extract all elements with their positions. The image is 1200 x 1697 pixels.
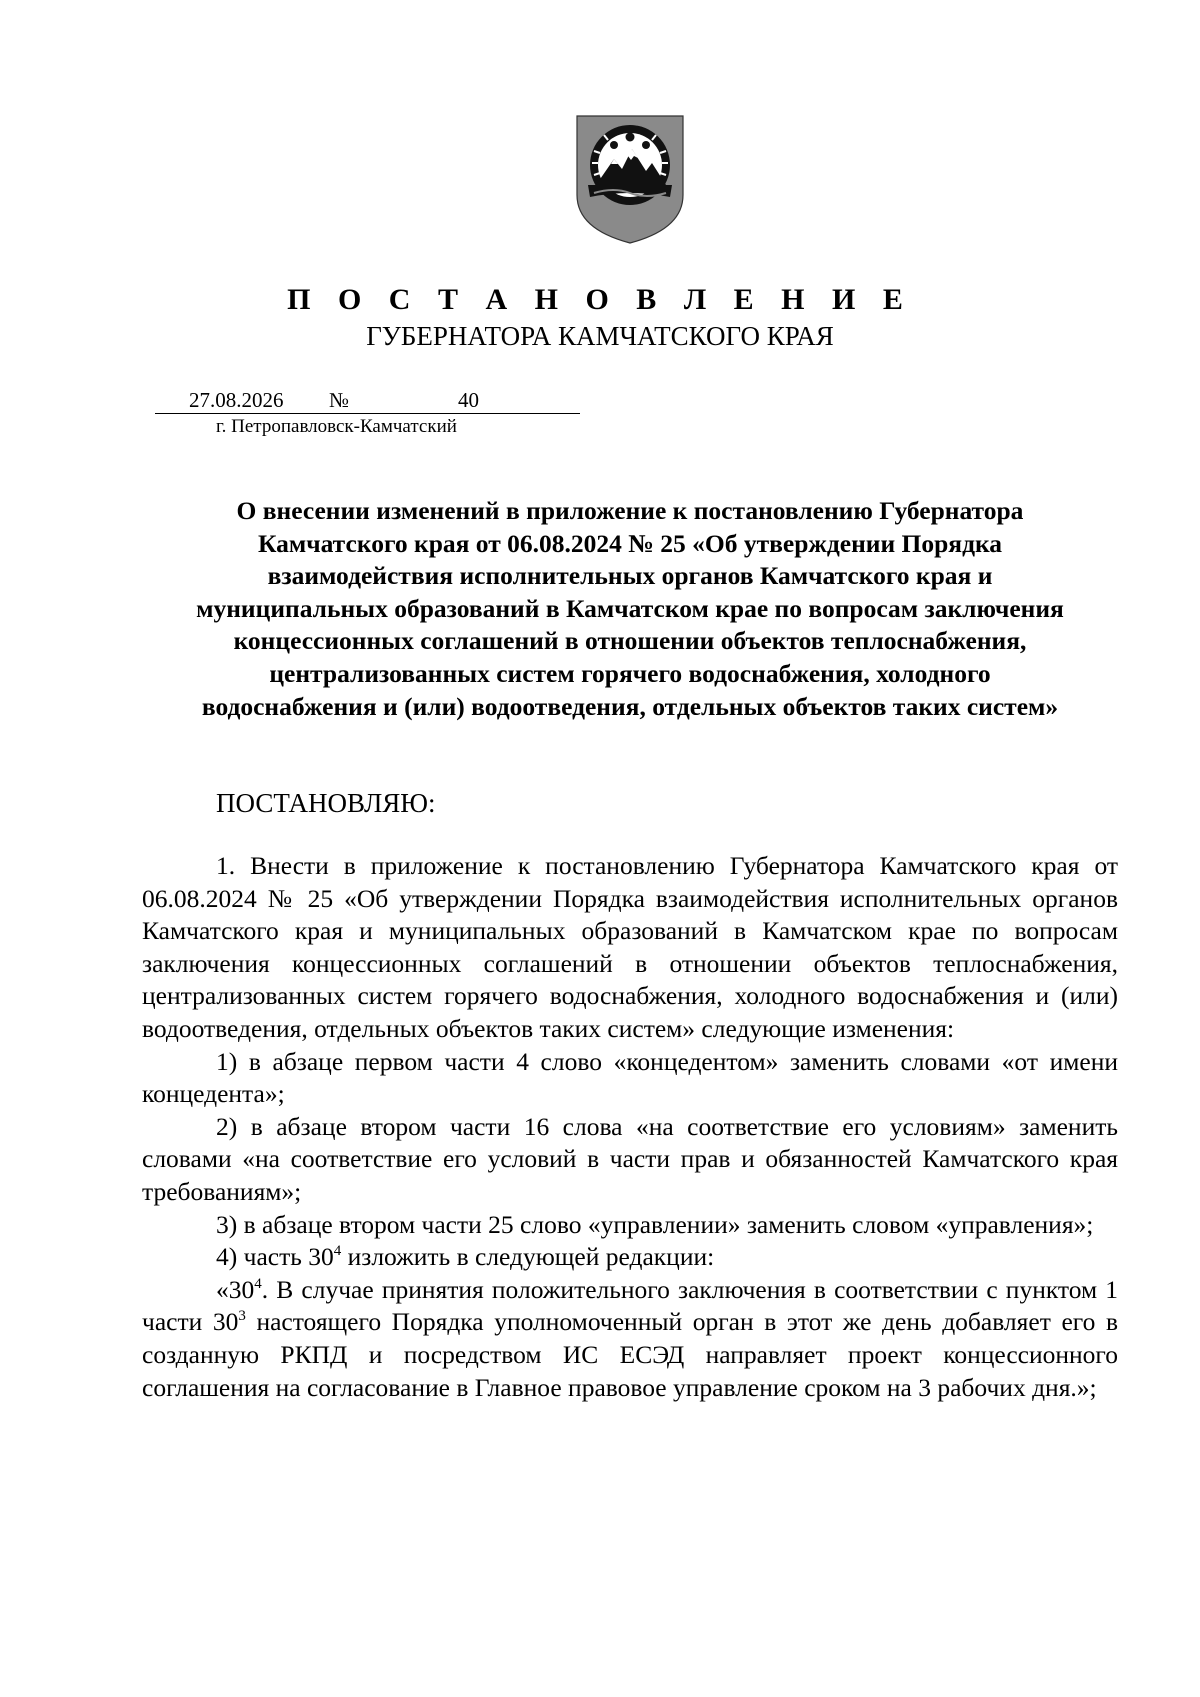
resolve-keyword: ПОСТАНОВЛЯЮ: <box>216 788 436 818</box>
text-run: настоящего Порядка уполномоченный орган в этот же день добавляет его в созданную РКПД и посредством ИС ЕСЭД направляет проект концессионного соглашения на согласование в Главное правовое управление сроком на 3 рабочих дня.»; <box>142 1307 1118 1402</box>
document-body <box>142 850 1118 1404</box>
heading-line: концессионных соглашений в отношении объектов теплоснабжения, <box>233 626 1027 656</box>
heading-line: Камчатского края от 06.08.2024 № 25 «Об утверждении Порядка <box>257 528 1003 558</box>
heading-line: водоснабжения и (или) водоотведения, отдельных объектов таких систем» <box>201 691 1059 721</box>
paragraph-5 <box>142 1241 1118 1274</box>
resolution-heading <box>140 495 1120 723</box>
superscript: 4 <box>333 1243 342 1260</box>
text-run: . В случае принятия положительного заключения в соответствии с пунктом 1 части 30 <box>142 1274 1118 1337</box>
heading-line: централизованных систем горячего водоснабжения, холодного <box>269 658 991 688</box>
number-sign: № <box>329 388 350 412</box>
heading-line: муниципальных образований в Камчатском крае по вопросам заключения <box>196 593 1064 623</box>
document-type-title: П О С Т А Н О В Л Е Н И Е <box>287 283 913 316</box>
document-date: 27.08.2026 <box>189 388 284 412</box>
heading-line: взаимодействия исполнительных органов Камчатского края и <box>267 561 993 591</box>
paragraph-2: 1) в абзаце первом части 4 слово «концедентом» заменить словами «от имени концедента»; <box>142 1046 1118 1109</box>
paragraph-4: 3) в абзаце втором части 25 слово «управлении» заменить словом «управления»; <box>216 1209 1094 1239</box>
paragraph-1: 1. Внести в приложение к постановлению Губернатора Камчатского края от 06.08.2024 № 25 «Об утверждении Порядка взаимодействия исполнительных органов Камчатского края и муниципальных образований в Камчатском крае по вопросам заключения концессионных соглашений в отношении объектов теплоснабжения, централизованных систем горячего водоснабжения, холодного водоснабжения и (или) водоотведения, отдельных объектов таких систем» следующие изменения: <box>142 851 1118 1043</box>
heading-line: О внесении изменений в приложение к постановлению Губернатора <box>236 496 1024 525</box>
document-number: 40 <box>458 388 479 412</box>
date-number-line <box>155 387 580 414</box>
superscript: 3 <box>238 1308 246 1325</box>
paragraph-3: 2) в абзаце втором части 16 слова «на соответствие его условиям» заменить словами «на соответствие его условий в части прав и обязанностей Камчатского края требованиям»; <box>142 1111 1118 1206</box>
issuer-subtitle: ГУБЕРНАТОРА КАМЧАТСКОГО КРАЯ <box>366 321 834 351</box>
text-run: «30 <box>216 1274 255 1304</box>
city-label: г. Петропавловск-Камчатский <box>216 416 457 437</box>
text-run: 4) часть 30 <box>216 1242 334 1272</box>
superscript: 4 <box>254 1275 262 1292</box>
text-run: изложить в следующей редакции: <box>341 1242 715 1272</box>
paragraph-6 <box>142 1274 1118 1404</box>
kamchatka-coat-of-arms-icon <box>574 113 686 245</box>
